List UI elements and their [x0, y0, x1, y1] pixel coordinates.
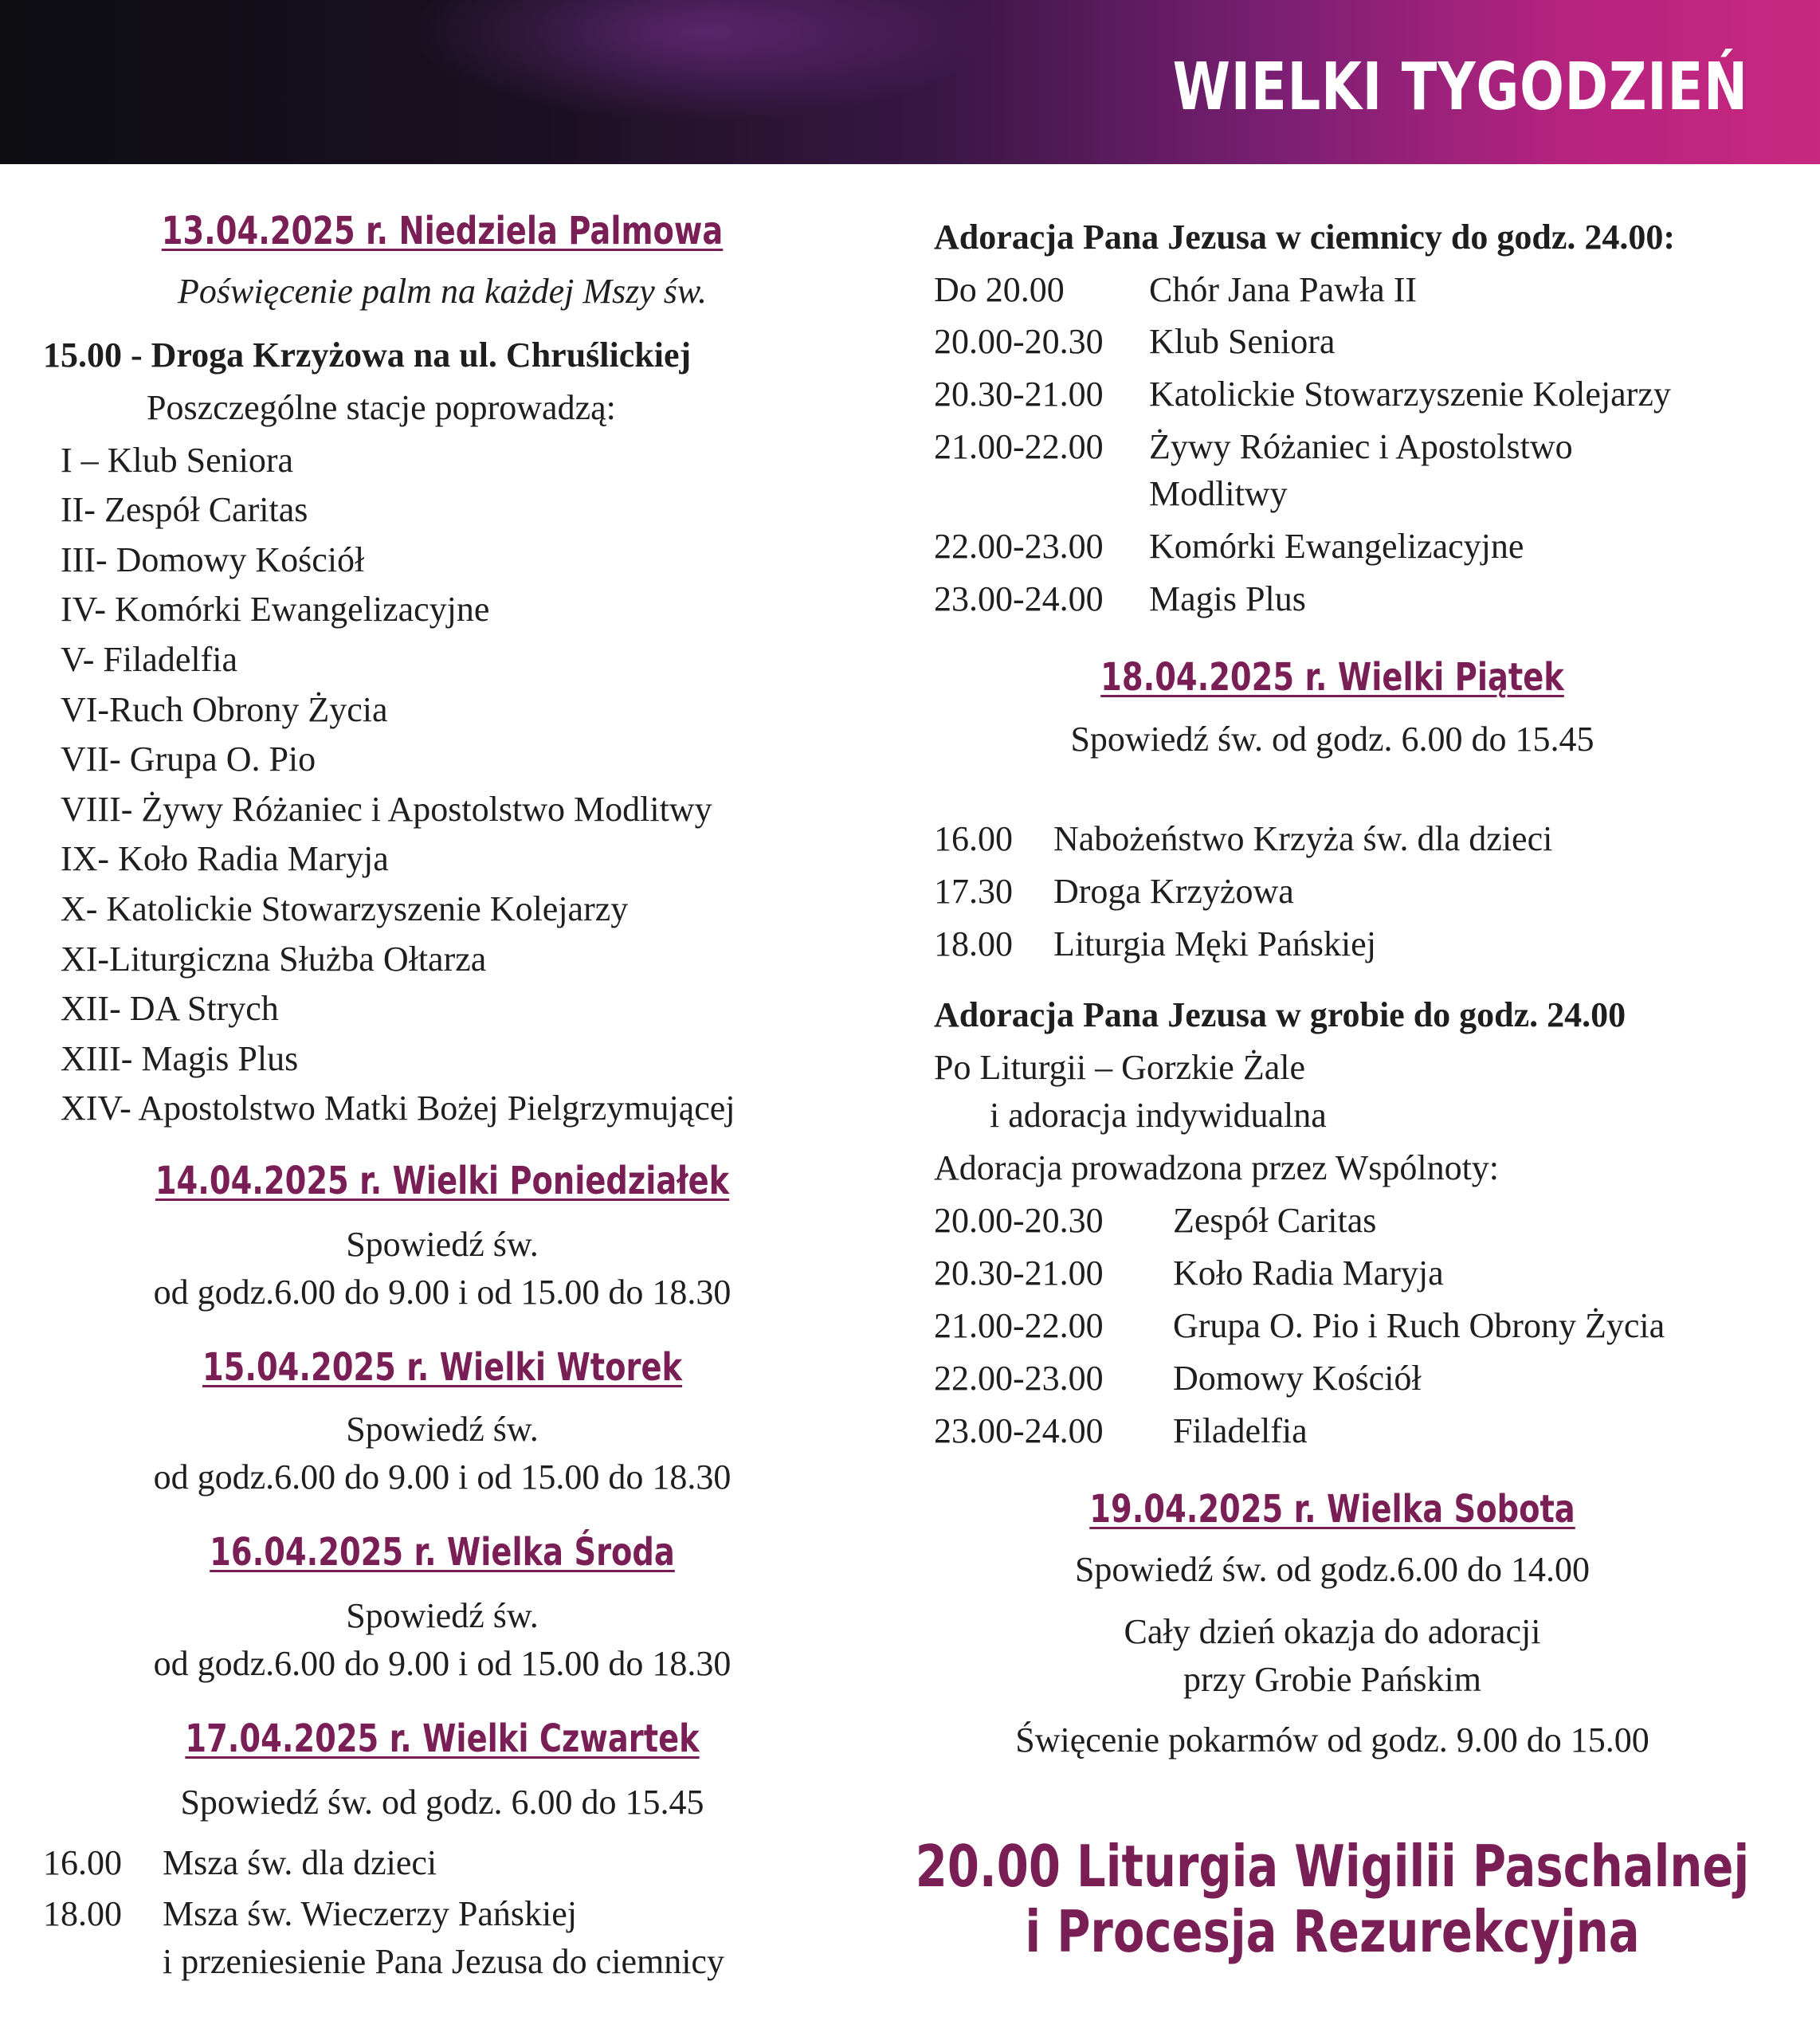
wednesday-line1: Spowiedź św.: [346, 1596, 539, 1635]
event-text: Liturgia Męki Pańskiej: [1053, 924, 1376, 963]
adoration-group: Żywy Różaniec i Apostolstwo: [1149, 427, 1573, 466]
adoration-time: 23.00-24.00: [934, 579, 1104, 618]
saturday-line4: Święcenie pokarmów od godz. 9.00 do 15.00: [1015, 1720, 1649, 1760]
sunday-title: 13.04.2025 r. Niedziela Palmowa: [161, 209, 724, 253]
station-item: II- Zespół Caritas: [61, 490, 308, 529]
tuesday-line2: od godz.6.00 do 9.00 i od 15.00 do 18.30: [153, 1457, 732, 1497]
event-text-cont: i przeniesienie Pana Jezusa do ciemnicy: [163, 1942, 724, 1981]
adoration-time: 20.30-21.00: [934, 375, 1104, 414]
friday-after-1: Po Liturgii – Gorzkie Żale: [934, 1048, 1305, 1087]
adoration-group: Zespół Caritas: [1173, 1201, 1377, 1240]
event-text: Msza św. Wieczerzy Pańskiej: [163, 1894, 577, 1933]
saturday-line2: Cały dzień okazja do adoracji: [1124, 1612, 1541, 1651]
friday-title: 18.04.2025 r. Wielki Piątek: [1100, 655, 1564, 700]
adoration-group: Filadelfia: [1173, 1411, 1308, 1450]
event-time: 17.30: [934, 872, 1013, 911]
adoration-group: Domowy Kościół: [1173, 1359, 1422, 1398]
adoration-time: Do 20.00: [934, 270, 1065, 309]
adoration-time: 21.00-22.00: [934, 1306, 1104, 1345]
thursday-confession: Spowiedź św. od godz. 6.00 do 15.45: [180, 1783, 704, 1822]
adoration-group: Koło Radia Maryja: [1173, 1253, 1444, 1293]
station-item: VII- Grupa O. Pio: [61, 740, 316, 779]
adoration-group: Chór Jana Pawła II: [1149, 270, 1418, 309]
adoration-time: 22.00-23.00: [934, 1359, 1104, 1398]
wednesday-title: 16.04.2025 r. Wielka Środa: [210, 1530, 675, 1575]
vigil-line2: i Procesja Rezurekcyjna: [1025, 1898, 1640, 1965]
saturday-confession: Spowiedź św. od godz.6.00 do 14.00: [1074, 1550, 1591, 1589]
monday-line1: Spowiedź św.: [346, 1225, 539, 1264]
friday-after-2: i adoracja indywidualna: [990, 1096, 1327, 1135]
station-item: VIII- Żywy Różaniec i Apostolstwo Modlitwy: [61, 790, 712, 829]
station-item: X- Katolickie Stowarzyszenie Kolejarzy: [61, 889, 629, 928]
station-item: IX- Koło Radia Maryja: [61, 839, 389, 878]
station-item: III- Domowy Kościół: [61, 540, 365, 579]
wednesday-line2: od godz.6.00 do 9.00 i od 15.00 do 18.30: [153, 1644, 732, 1683]
stations-intro: Poszczególne stacje poprowadzą:: [147, 388, 616, 427]
page-title: WIELKI TYGODZIEŃ: [1172, 49, 1748, 125]
adoration-group: Komórki Ewangelizacyjne: [1149, 527, 1524, 566]
event-time: 18.00: [43, 1894, 122, 1933]
station-item: VI-Ruch Obrony Życia: [61, 690, 388, 729]
adoration-time: 20.30-21.00: [934, 1253, 1104, 1293]
adoration-group: Klub Seniora: [1149, 322, 1336, 361]
friday-confession: Spowiedź św. od godz. 6.00 do 15.45: [1070, 720, 1594, 759]
event-text: Droga Krzyżowa: [1053, 872, 1294, 911]
friday-adoration-title: Adoracja Pana Jezusa w grobie do godz. 24.00: [934, 995, 1626, 1034]
station-item: XIII- Magis Plus: [61, 1039, 299, 1078]
adoration-time: 21.00-22.00: [934, 427, 1104, 466]
adoration-group: Katolickie Stowarzyszenie Kolejarzy: [1149, 375, 1671, 414]
way-of-cross: 15.00 - Droga Krzyżowa na ul. Chruślickiej: [43, 335, 692, 375]
thursday-title: 17.04.2025 r. Wielki Czwartek: [185, 1716, 700, 1761]
station-item: I – Klub Seniora: [61, 441, 294, 480]
adoration-time: 20.00-20.30: [934, 1201, 1104, 1240]
station-item: XIV- Apostolstwo Matki Bożej Pielgrzymującej: [61, 1089, 735, 1128]
tuesday-line1: Spowiedź św.: [346, 1410, 539, 1449]
station-item: XI-Liturgiczna Służba Ołtarza: [61, 940, 487, 979]
adoration-group: Magis Plus: [1149, 579, 1306, 618]
adoration-time: 22.00-23.00: [934, 527, 1104, 566]
adoration-time: 23.00-24.00: [934, 1411, 1104, 1450]
adoration-time: 20.00-20.30: [934, 322, 1104, 361]
adoration-group-cont: Modlitwy: [1149, 474, 1288, 513]
event-time: 18.00: [934, 924, 1013, 963]
event-text: Msza św. dla dzieci: [163, 1843, 437, 1882]
saturday-title: 19.04.2025 r. Wielka Sobota: [1089, 1487, 1575, 1532]
friday-led-by: Adoracja prowadzona przez Wspólnoty:: [934, 1148, 1500, 1187]
station-item: XII- DA Strych: [61, 989, 279, 1028]
monday-title: 14.04.2025 r. Wielki Poniedziałek: [155, 1159, 730, 1203]
monday-line2: od godz.6.00 do 9.00 i od 15.00 do 18.30: [153, 1273, 732, 1312]
adoration-group: Grupa O. Pio i Ruch Obrony Życia: [1173, 1306, 1665, 1345]
saturday-line3: przy Grobie Pańskim: [1183, 1660, 1481, 1699]
sunday-note: Poświęcenie palm na każdej Mszy św.: [178, 272, 707, 311]
vigil-line1: 20.00 Liturgia Wigilii Paschalnej: [915, 1833, 1750, 1900]
tuesday-title: 15.04.2025 r. Wielki Wtorek: [202, 1345, 683, 1390]
event-text: Nabożeństwo Krzyża św. dla dzieci: [1053, 819, 1553, 858]
station-item: IV- Komórki Ewangelizacyjne: [61, 590, 490, 629]
station-item: V- Filadelfia: [61, 640, 237, 679]
event-time: 16.00: [934, 819, 1013, 858]
header-banner: [0, 0, 1820, 164]
thursday-adoration-title: Adoracja Pana Jezusa w ciemnicy do godz. 24.00:: [934, 218, 1676, 257]
event-time: 16.00: [43, 1843, 122, 1882]
